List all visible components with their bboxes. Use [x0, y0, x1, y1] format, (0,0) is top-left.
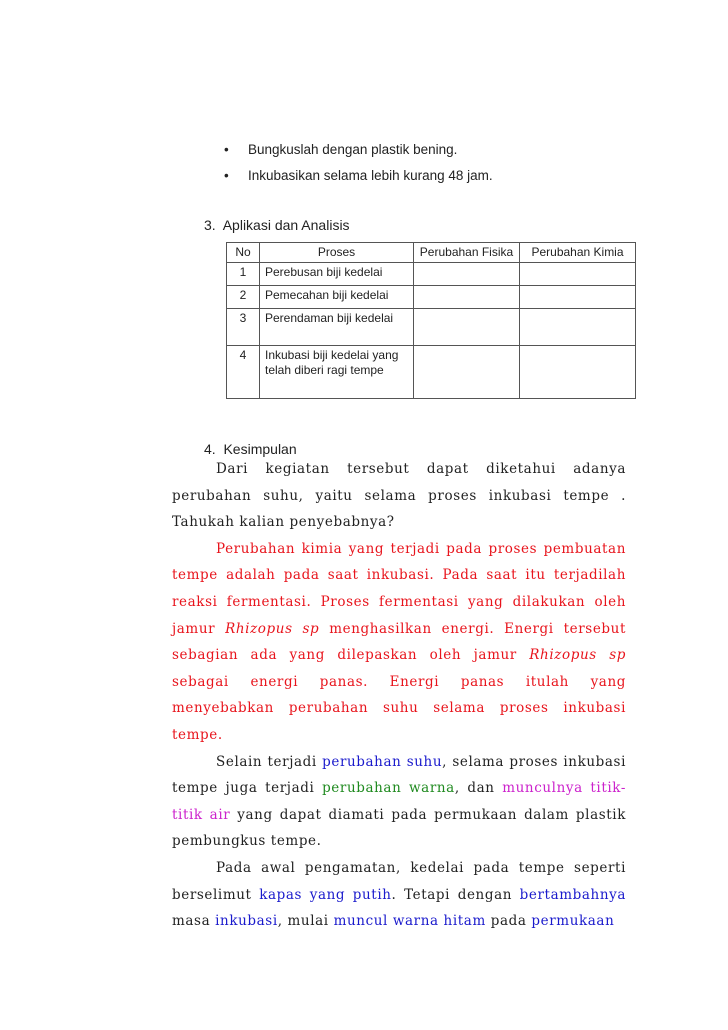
- observation-table: [226, 242, 636, 399]
- paragraph-text: , selama proses inkubasi tempe juga terjadi: [172, 753, 626, 797]
- paragraph-text: Perubahan kimia yang terjadi pada proses pembuatan tempe adalah pada saat inkubasi. Pada saat itu terjadilah reaksi fermentasi. Proses fermentasi yang dilakukan oleh jamur: [172, 540, 626, 637]
- paragraph-4: [172, 855, 626, 935]
- bullet-item: [224, 140, 493, 166]
- highlight-term: permukaan: [531, 913, 615, 930]
- table-row: [227, 309, 636, 346]
- cell-no: 1: [227, 263, 260, 286]
- cell-proses: Inkubasi biji kedelai yang telah diberi ragi tempe: [260, 346, 414, 399]
- cell-kimia: [520, 346, 636, 399]
- cell-fisika: [414, 286, 520, 309]
- highlight-term: perubahan warna: [322, 780, 455, 797]
- highlight-term: inkubasi: [215, 913, 278, 930]
- cell-kimia: [520, 309, 636, 346]
- paragraph-text: Dari kegiatan tersebut dapat diketahui adanya perubahan suhu, yaitu selama proses inkubasi tempe . Tahukah kalian penyebabnya?: [172, 461, 626, 531]
- cell-kimia: [520, 263, 636, 286]
- cell-fisika: [414, 263, 520, 286]
- paragraph-text: , mulai: [277, 913, 334, 930]
- section-heading-aplikasi: [204, 216, 350, 234]
- paragraph-text: Selain terjadi: [216, 753, 323, 770]
- section-number: 4.: [204, 441, 216, 457]
- section-number: 3.: [204, 217, 216, 233]
- highlight-term: muncul warna hitam: [333, 913, 486, 930]
- species-name: Rhizopus sp: [225, 620, 320, 637]
- section-title: Aplikasi dan Analisis: [222, 217, 350, 233]
- paragraph-text: pada: [485, 913, 532, 930]
- paragraph-text: . Tetapi dengan: [391, 886, 520, 903]
- table-row: [227, 346, 636, 399]
- cell-fisika: [414, 346, 520, 399]
- bullet-icon: •: [224, 168, 229, 183]
- paragraph-text: masa: [172, 913, 216, 930]
- header-proses: Proses: [260, 243, 414, 263]
- cell-kimia: [520, 286, 636, 309]
- bullet-icon: •: [224, 142, 229, 157]
- table-row: [227, 286, 636, 309]
- table-header-row: [227, 243, 636, 263]
- paragraph-2: [172, 536, 626, 749]
- conclusion-body: [172, 456, 626, 935]
- paragraph-text: menghasilkan energi. Energi tersebut sebagian ada yang dilepaskan oleh jamur: [172, 620, 626, 664]
- paragraph-text: yang dapat diamati pada permukaan dalam plastik pembungkus tempe.: [172, 806, 626, 850]
- bullet-item: [224, 166, 493, 192]
- section-title: Kesimpulan: [223, 441, 297, 457]
- cell-no: 2: [227, 286, 260, 309]
- highlight-term: bertambahnya: [519, 886, 626, 903]
- paragraph-text: , dan: [454, 780, 503, 797]
- bullet-text: Bungkuslah dengan plastik bening.: [248, 142, 458, 157]
- species-name: Rhizopus sp: [529, 647, 626, 664]
- cell-proses: Perebusan biji kedelai: [260, 263, 414, 286]
- cell-fisika: [414, 309, 520, 346]
- bullet-list: [224, 140, 493, 192]
- header-perubahan-fisika: Perubahan Fisika: [414, 243, 520, 263]
- cell-proses: Perendaman biji kedelai: [260, 309, 414, 346]
- cell-no: 3: [227, 309, 260, 346]
- header-no: No: [227, 243, 260, 263]
- highlight-term: perubahan suhu: [322, 753, 443, 770]
- highlight-term: munculnya titik-titik air: [172, 780, 626, 823]
- paragraph-text: Pada awal pengamatan, kedelai pada tempe seperti berselimut: [172, 859, 626, 903]
- table-row: [227, 263, 636, 286]
- header-perubahan-kimia: Perubahan Kimia: [520, 243, 636, 263]
- bullet-text: Inkubasikan selama lebih kurang 48 jam.: [248, 168, 493, 183]
- paragraph-text: sebagai energi panas. Energi panas itulah yang menyebabkan perubahan suhu selama proses inkubasi tempe.: [172, 673, 626, 743]
- paragraph-1: [172, 456, 626, 536]
- cell-no: 4: [227, 346, 260, 399]
- cell-proses: Pemecahan biji kedelai: [260, 286, 414, 309]
- highlight-term: kapas yang putih: [259, 886, 392, 903]
- paragraph-3: [172, 749, 626, 855]
